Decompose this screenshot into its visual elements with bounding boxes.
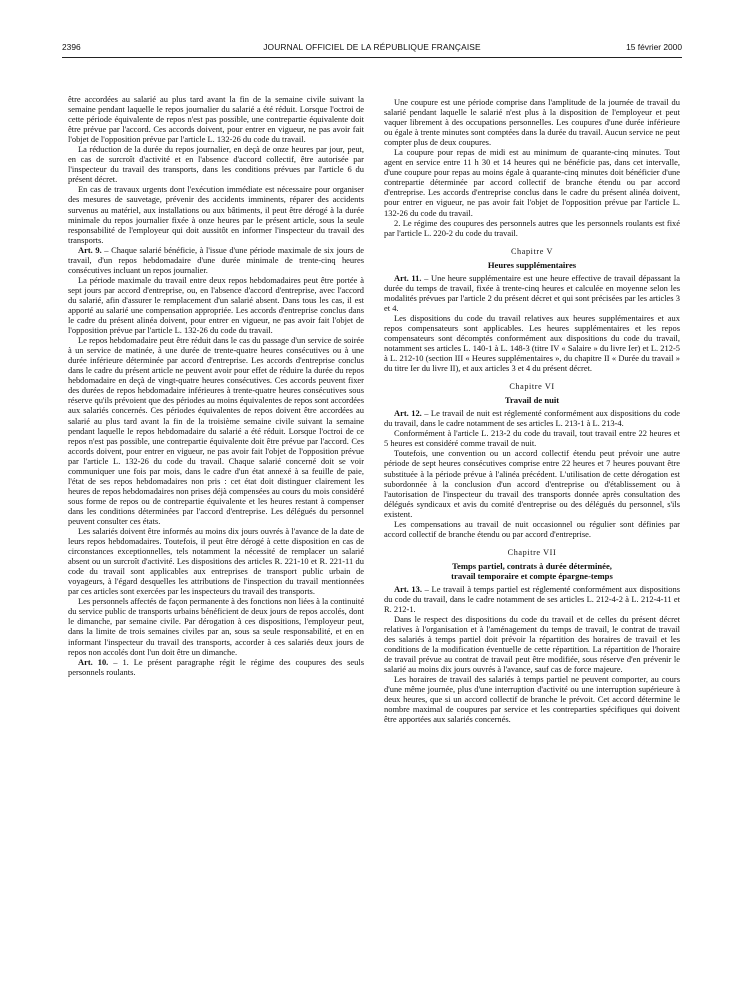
article-10 <box>68 657 364 677</box>
article-text: – Le travail à temps partiel est réglementé conformément aux dispositions du code du travail, dans le cadre notamment de ses articles L. 212-4-2 à L. 212-4-11 et R. 212-1. <box>384 583 680 614</box>
paragraph: Les salariés doivent être informés au moins dix jours ouvrés à l'avance de la date de leurs repos hebdomadaires. Toutefois, il peut être dérogé à cette disposition en cas de circonstances exceptionnelles, tels notamment la nécessité de remplacer un salarié absent ou un surcroît d'activité. Les dispositions des articles R. 221-10 et R. 221-11 du code du travail sont applicables aux entreprises de transport public urbain de voyageurs, à l'égard desquelles les attributions de l'inspection du travail mentionnées par ces articles sont exercées par les inspecteurs du travail des transports. <box>68 526 364 597</box>
left-column <box>68 94 364 677</box>
publication-date: 15 février 2000 <box>626 42 682 52</box>
header-rule <box>62 57 682 58</box>
paragraph: être accordées au salarié au plus tard avant la fin de la semaine civile suivant la semaine pendant laquelle le repos journalier du salarié a été réduit. Lorsque l'octroi de cette période équivalente de repos n'est pas possible, une contrepartie équivalente doit être prévue par l'accord. Ces accords doivent, pour entrer en vigueur, ne pas avoir fait l'objet de l'opposition prévue par l'article L. 132-26 du code du travail. <box>68 94 364 145</box>
article-label: Art. 11. <box>394 272 422 283</box>
paragraph: Dans le respect des dispositions du code du travail et de celles du présent décret relatives à l'organisation et à l'aménagement du temps de travail, le contrat de travail des salariés à temps partiel doit prévoir la répartition des horaires de travail et les conditions de la modification éventuelle de cette répartition. La répartition de l'horaire de travail prévue au contrat de travail peut être modifiée, sous réserve d'en prévenir le salarié au moins dix jours ouvrés à l'avance, sauf cas de force majeure. <box>384 614 680 675</box>
paragraph: Les horaires de travail des salariés à temps partiel ne peuvent comporter, au cours d'une même journée, plus d'une interruption d'activité ou une interruption supérieure à deux heures, que si un accord collectif de branche le prévoit. Cet accord détermine le nombre maximal de coupures par service et les contreparties spécifiques qui doivent être apportées aux salariés concernés. <box>384 674 680 725</box>
paragraph: Les personnels affectés de façon permanente à des fonctions non liées à la continuité du service public de transports urbains bénéficient de deux jours de repos accolés, dont le dimanche, par semaine civile. Par dérogation à ces dispositions, l'employeur peut, dans la limite de trois semaines civiles par an, sous sa seule responsabilité, et en en informant l'inspecteur du travail des transports, accorder à ces salariés deux jours de repos non accolés dont l'un doit être un dimanche. <box>68 596 364 657</box>
paragraph: En cas de travaux urgents dont l'exécution immédiate est nécessaire pour organiser des mesures de sauvetage, prévenir des accidents imminents, réparer des accidents survenus au matériel, aux installations ou aux bâtiments, il peut être dérogé à la durée minimale du repos journalier fixée à onze heures par le présent article, sous la seule responsabilité de l'employeur qui doit aussitôt en informer l'inspecteur du travail des transports. <box>68 184 364 245</box>
paragraph: Les dispositions du code du travail relatives aux heures supplémentaires et aux repos compensateurs sont applicables. Les heures supplémentaires et les repos compensateurs sont décomptés conformément aux dispositions du code du travail, notamment ses articles L. 140-1 à L. 148-3 (titre IV « Salaire » du livre Ier) et L. 212-5 à L. 212-10 (section III « Heures supplémentaires », du chapitre II « Durée du travail » du titre Ier du livre II), et aux articles 3 et 4 du présent décret. <box>384 312 680 374</box>
article-11 <box>384 273 680 313</box>
article-text: – Une heure supplémentaire est une heure effective de travail dépassant la durée du temps de travail, fixée à trente-cinq heures et calculée en moyenne selon les modalités prévues par l'article 2 du présent décret et qui sont précisées par les articles 3 et 4. <box>384 272 680 313</box>
paragraph: Une coupure est une période comprise dans l'amplitude de la journée de travail du salarié pendant laquelle le salarié n'est plus à la disposition de l'employeur et peut vaquer librement à des occupations personnelles. Les coupures d'une durée inférieure ou égale à trente minutes sont comptées dans la durée du travail. Aucun service ne peut compter plus de deux coupures. <box>384 97 680 148</box>
paragraph: La réduction de la durée du repos journalier, en deçà de onze heures par jour, peut, en cas de surcroît d'activité et en l'absence d'accord collectif, être autorisée par l'inspecteur du travail des transports, dans les conditions prévues par l'article 6 du présent décret. <box>68 144 364 185</box>
chapter-heading: Chapitre VI <box>509 382 555 392</box>
page-number: 2396 <box>62 42 81 52</box>
article-label: Art. 12. <box>394 408 422 419</box>
chapter-heading: Chapitre VII <box>507 547 557 557</box>
chapter-title-line: travail temporaire et compte épargne-temps <box>451 570 613 581</box>
chapter-heading: Chapitre V <box>510 246 553 256</box>
chapter-title-line: Temps partiel, contrats à durée déterminée, <box>452 560 612 571</box>
paragraph: La coupure pour repas de midi est au minimum de quarante-cinq minutes. Tout agent en service entre 11 h 30 et 14 heures qui ne bénéficie pas, dans cet intervalle, d'une coupure pour repas au moins égale à quarante-cinq minutes doit bénéficier d'une contrepartie déterminée par accord collectif de branche étendu ou par accord d'entreprise. Les accords d'entreprise conclus dans le cadre du présent alinéa doivent, pour entrer en vigueur, ne pas avoir fait l'objet de l'opposition prévue par l'article L. 132-26 du code du travail. <box>384 147 680 218</box>
article-9 <box>68 245 364 275</box>
paragraph: La période maximale du travail entre deux repos hebdomadaires peut être portée à sept jours par accord d'entreprise, ou, en l'absence d'accord d'entreprise, avec l'accord du salarié, afin d'assurer le remplacement d'un salarié absent. Dans tous les cas, il est apporté au salarié une compensation appropriée. Les accords d'entreprise conclus dans le cadre du présent alinéa doivent, pour entrer en vigueur, ne pas avoir fait l'objet de l'opposition prévue par l'article L. 132-26 du code du travail. <box>68 274 364 336</box>
journal-title: JOURNAL OFFICIEL DE LA RÉPUBLIQUE FRANÇAISE <box>263 42 481 52</box>
paragraph: Le repos hebdomadaire peut être réduit dans le cas du passage d'un service de soirée à un service de matinée, à une durée de trente-quatre heures consécutives ou à une durée inférieure déterminée par accord d'entreprise. Les accords d'entreprise conclus dans le cadre du présent article ne peuvent avoir pour effet de réduire la durée du repos hebdomadaire en deçà de vingt-quatre heures consécutives. Ces accords peuvent fixer des durées de repos hebdomadaire inférieures à trente-quatre heures consécutives sous réserve qu'ils prévoient que des périodes au moins équivalentes de repos sont accordées aux salariés concernés. Ces périodes équivalentes de repos doivent être accordées au salarié au plus tard avant la fin de la troisième semaine civile suivant la semaine pendant laquelle le repos hebdomadaire du salarié a été réduit. Lorsque l'octroi de ce repos n'est pas possible, une contrepartie équivalente doit être prévue par l'accord. Ces accords doivent, pour entrer en vigueur, ne pas avoir fait l'objet de l'opposition prévue par l'article L. 132-26 du code du travail. Chaque salarié concerné doit se voir communiquer une fois par mois, dans le cadre d'un état annexé à sa feuille de paie, l'état de ses repos hebdomadaires non pris : cet état doit distinguer clairement les heures de repos hebdomadaires non prises déjà compensées au cours du mois considéré sous forme de repos ou de contrepartie équivalente et les heures restant à compenser dans les conditions déterminées par l'accord d'entreprise. Les délégués du personnel peuvent consulter ces états. <box>68 335 364 526</box>
paragraph: 2. Le régime des coupures des personnels autres que les personnels roulants est fixé par l'article L. 220-2 du code du travail. <box>384 217 680 238</box>
article-label: Art. 10. <box>78 656 109 667</box>
article-label: Art. 13. <box>394 583 422 594</box>
article-text: – Le travail de nuit est réglementé conformément aux dispositions du code du travail, dans le cadre notamment de ses articles L. 213-1 à L. 213-4. <box>384 408 680 429</box>
paragraph: Toutefois, une convention ou un accord collectif étendu peut prévoir une autre période de sept heures consécutives comprise entre 22 heures et 7 heures pouvant être substituée à la période prévue à l'alinéa précédent. L'utilisation de cette dérogation est subordonnée à la conclusion d'un accord d'entreprise ou d'établissement ou à l'autorisation de l'inspecteur du travail des transports donnée après consultation des délégués syndicaux et avis du comité d'entreprise ou des délégués du personnel, s'ils existent. <box>384 448 680 519</box>
paragraph: Les compensations au travail de nuit occasionnel ou régulier sont définies par accord collectif de branche étendu ou par accord d'entreprise. <box>384 518 680 539</box>
right-column <box>384 97 680 725</box>
paragraph: Conformément à l'article L. 213-2 du code du travail, tout travail entre 22 heures et 5 heures est considéré comme travail de nuit. <box>384 428 680 449</box>
article-label: Art. 9. <box>78 244 102 255</box>
article-text: – 1. Le présent paragraphe régit le régime des coupures des seuls personnels roulants. <box>68 656 364 677</box>
article-text: – Chaque salarié bénéficie, à l'issue d'une période maximale de six jours de travail, d'un repos hebdomadaire d'une durée minimale de trente-cinq heures consécutives incluant un repos journalier. <box>68 244 364 275</box>
page-header <box>62 42 682 56</box>
chapter-title <box>384 561 680 581</box>
chapter-title: Heures supplémentaires <box>487 259 577 270</box>
article-12 <box>384 408 680 428</box>
article-13 <box>384 584 680 614</box>
chapter-title: Travail de nuit <box>504 395 560 406</box>
